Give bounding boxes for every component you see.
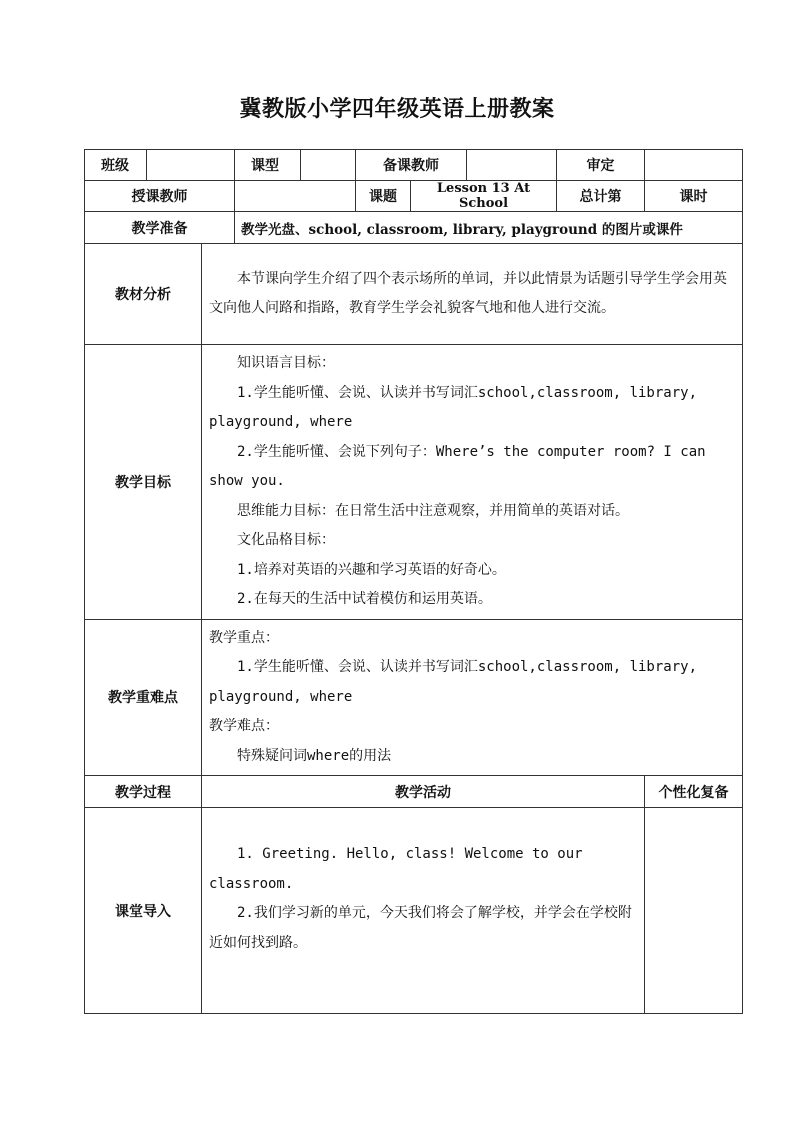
keypoints-line: 教学重点： [209, 629, 279, 646]
objectives-line: 2.在每天的生活中试着模仿和运用英语。 [237, 591, 492, 607]
prep-teacher-value [467, 150, 557, 181]
total-label: 总计第 [557, 181, 645, 212]
teacher-value [235, 181, 356, 212]
objectives-line: 2.学生能听懂、会说下列句子：Where’s the computer room? I can show you. [209, 443, 706, 489]
intro-text-cell [202, 808, 645, 1014]
objectives-line: 1.培养对英语的兴趣和学习英语的好奇心。 [237, 561, 506, 578]
objectives-line: 思维能力目标：在日常生活中注意观察，并用简单的英语对话。 [237, 502, 629, 519]
course-type-value [301, 150, 356, 181]
intro-label: 课堂导入 [85, 808, 202, 1014]
intro-line: 2.我们学习新的单元，今天我们将会了解学校，并学会在学校附近如何找到路。 [209, 905, 632, 951]
analysis-text-cell [202, 244, 743, 345]
prep-label: 教学准备 [85, 212, 235, 244]
process-label: 教学过程 [85, 776, 202, 808]
objectives-label: 教学目标 [85, 345, 202, 620]
analysis-row [85, 244, 743, 345]
review-label: 审定 [557, 150, 645, 181]
hours-label: 课时 [645, 181, 743, 212]
objectives-row [85, 345, 743, 620]
topic-label: 课题 [356, 181, 411, 212]
intro-line: 1. Greeting. Hello, class! Welcome to our classroom. [209, 846, 583, 892]
objectives-text-cell [202, 345, 743, 620]
lesson-plan-table [84, 149, 743, 1014]
keypoints-text-cell [202, 619, 743, 776]
objectives-line: 文化品格目标： [237, 532, 335, 548]
keypoints-line: 教学难点： [209, 718, 279, 734]
keypoints-label: 教学重难点 [85, 619, 202, 776]
keypoints-row [85, 619, 743, 776]
prep-teacher-label: 备课教师 [356, 150, 467, 181]
topic-value: Lesson 13 At School [411, 181, 557, 212]
document-title: 冀教版小学四年级英语上册教案 [239, 97, 555, 122]
keypoints-line: 特殊疑问词where的用法 [237, 747, 392, 764]
personal-label: 个性化复备 [645, 776, 743, 808]
keypoints-line: 1.学生能听懂、会说、认读并书写词汇school,classroom, library, playground, where [209, 659, 698, 705]
class-label: 班级 [85, 150, 147, 181]
prep-row [85, 212, 743, 244]
intro-personal-cell [645, 808, 743, 1014]
activity-label: 教学活动 [202, 776, 645, 808]
process-header-row [85, 776, 743, 808]
prep-value: 教学光盘、school, classroom, library, playground 的图片或课件 [235, 212, 743, 244]
review-value [645, 150, 743, 181]
analysis-label: 教材分析 [85, 244, 202, 345]
course-type-label: 课型 [235, 150, 301, 181]
objectives-line: 知识语言目标： [237, 355, 335, 371]
teacher-label: 授课教师 [85, 181, 235, 212]
class-value [147, 150, 235, 181]
analysis-text: 本节课向学生介绍了四个表示场所的单词，并以此情景为话题引导学生学会用英文向他人问路和指路，教育学生学会礼貌客气地和他人进行交流。 [209, 270, 727, 316]
objectives-line: 1.学生能听懂、会说、认读并书写词汇school,classroom, library, playground, where [209, 384, 698, 430]
intro-row [85, 808, 743, 1014]
header-row-2 [85, 181, 743, 212]
header-row-1 [85, 150, 743, 181]
